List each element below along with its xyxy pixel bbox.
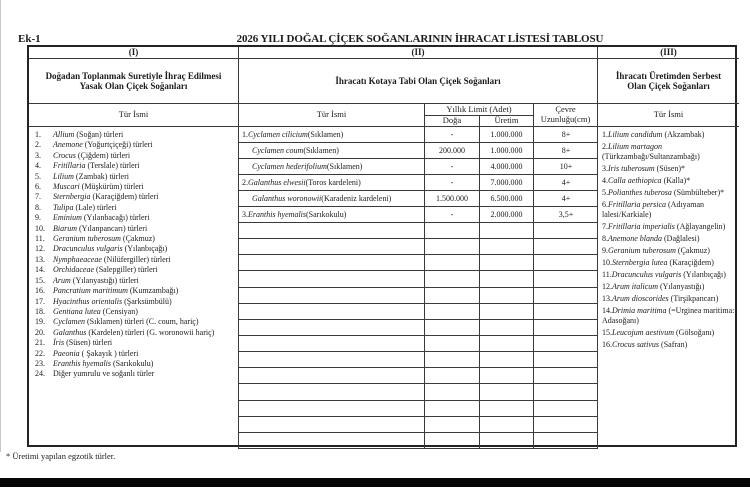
table-cell — [239, 368, 425, 383]
quota-species-colheader: Tür İsmi — [239, 104, 425, 127]
table-cell: 200.000 — [425, 143, 480, 158]
table-cell — [480, 336, 534, 351]
table-cell — [480, 320, 534, 335]
table-cell — [239, 417, 425, 432]
table-cell — [239, 401, 425, 416]
table-cell — [480, 352, 534, 367]
table-row — [239, 271, 598, 287]
list-item: 1. Allium (Soğan) türleri — [35, 130, 124, 139]
table-cell — [480, 401, 534, 416]
list-item: 13.Arum dioscorides (Tirşikpancarı) — [602, 294, 719, 303]
list-item: 7.Fritillaria imperialis (Ağlayangelin) — [602, 222, 726, 231]
list-item: 10. Biarum (Yılanpancarı) türleri — [35, 223, 148, 233]
table-cell — [425, 255, 480, 270]
table-row — [239, 207, 598, 223]
table-row — [239, 175, 598, 191]
table-cell: 2.000.000 — [480, 207, 534, 222]
list-item: 14.Drimia maritima (=Urginea maritima: Adasoğanı) — [602, 306, 735, 325]
list-item: 20. Galanthus (Kardelen) türleri (G. woronowii hariç) — [35, 327, 215, 337]
free-species-list — [598, 127, 739, 449]
scan-edge-line — [0, 0, 1, 452]
table-cell — [534, 368, 598, 383]
table-cell — [534, 384, 598, 399]
list-item: 11.Dracunculus vulgaris (Yılanbıçağı) — [602, 270, 726, 279]
table-cell — [425, 239, 480, 254]
quota-header: İhracatı Kotaya Tabi Olan Çiçek Soğanları — [239, 59, 598, 104]
production-colheader: Üretim — [480, 116, 534, 127]
export-table — [27, 45, 737, 447]
list-item: 2.Lilium martagon (Türkzambağı/Sultanzambağı) — [602, 142, 700, 161]
table-cell: 10+ — [559, 162, 573, 171]
list-item: 15.Leucojum aestivum (Gölsoğanı) — [602, 328, 715, 337]
list-item: 23. Eranthis hyemalis (Sarıkokulu) — [35, 358, 154, 368]
list-item: 6. Muscari (Müşkürüm) türleri — [35, 182, 144, 192]
table-cell: - — [425, 207, 480, 222]
table-row — [239, 223, 598, 239]
table-row — [239, 384, 598, 400]
list-item: 9. Eminium (Yılanbacağı) türleri — [35, 213, 150, 223]
table-cell: 1.000.000 — [480, 127, 534, 142]
table-cell — [480, 433, 534, 448]
table-row — [239, 288, 598, 304]
table-cell — [239, 223, 425, 238]
table-cell — [534, 336, 598, 351]
table-cell — [239, 384, 425, 399]
table-cell — [239, 239, 425, 254]
page-title: 2026 YILI DOĞAL ÇİÇEK SOĞANLARININ İHRACAT LİSTESİ TABLOSU — [236, 33, 604, 45]
table-cell: Galanthus woronowii (Karadeniz kardeleni) — [239, 191, 425, 206]
table-cell: 4+ — [561, 178, 571, 187]
table-cell — [480, 271, 534, 286]
table-cell — [239, 288, 425, 303]
table-cell: - — [425, 127, 480, 142]
table-cell — [239, 433, 425, 448]
nature-colheader: Doğa — [425, 116, 480, 127]
table-cell — [425, 288, 480, 303]
table-cell — [534, 433, 598, 448]
table-cell: 8+ — [561, 130, 571, 139]
list-item: 24. Diğer yumrulu ve soğanlı türler — [35, 369, 155, 379]
column-number-2: (II) — [239, 47, 598, 59]
table-cell — [534, 417, 598, 432]
list-item: 7. Sternbergia (Karaçiğdem) türleri — [35, 192, 159, 202]
table-cell: 4+ — [561, 194, 571, 203]
table-cell — [480, 384, 534, 399]
list-item: 14. Orchidaceae (Salepgiller) türleri — [35, 265, 158, 275]
column-number-3: (III) — [598, 47, 739, 59]
banned-species-list — [29, 127, 239, 449]
table-cell — [534, 401, 598, 416]
table-cell — [239, 320, 425, 335]
list-item: 3. Crocus (Çiğdem) türleri — [35, 150, 131, 160]
list-item: 4. Fritillaria (Terslale) türleri — [35, 161, 140, 171]
table-cell — [239, 271, 425, 286]
table-cell: 7.000.000 — [480, 175, 534, 190]
table-cell — [480, 304, 534, 319]
table-cell: 8+ — [561, 146, 571, 155]
table-cell — [239, 336, 425, 351]
table-row — [239, 239, 598, 255]
banned-header: Doğadan Toplanmak Suretiyle İhraç Edilmesi Yasak Olan Çiçek Soğanları — [29, 59, 239, 104]
table-cell — [239, 304, 425, 319]
table-cell — [425, 271, 480, 286]
list-item: 2. Anemone (Yoğurtçiçeği) türleri — [35, 140, 153, 150]
quota-rows-area — [239, 127, 598, 449]
table-cell — [425, 433, 480, 448]
list-item: 8.Anemone blanda (Dağlalesi) — [602, 234, 700, 243]
table-cell: 1. Cyclamen cilicium (Sıklamen) — [239, 127, 425, 142]
list-item: 11. Geranium tuberosum (Çakmuz) — [35, 234, 155, 244]
table-cell — [534, 255, 598, 270]
table-cell: - — [425, 175, 480, 190]
list-item: 16. Pancratium maritimum (Kumzambağı) — [35, 286, 179, 296]
table-cell — [425, 304, 480, 319]
table-cell — [480, 255, 534, 270]
list-item: 10.Sternbergia lutea (Karaçiğdem) — [602, 258, 714, 267]
table-row — [239, 352, 598, 368]
list-item: 21. İris (Süsen) türleri — [35, 338, 113, 348]
list-item: 6.Fritillaria persica (Adıyaman lalesi/Karkiale) — [602, 200, 704, 219]
table-row — [239, 191, 598, 207]
table-cell — [534, 320, 598, 335]
list-item: 12. Dracunculus vulgaris (Yılanbıçağı) — [35, 244, 168, 254]
table-row — [239, 127, 598, 143]
table-row — [239, 433, 598, 449]
list-item: 8. Tulipa (Lale) türleri — [35, 202, 117, 212]
list-item: 1.Lilium candidum (Akzambak) — [602, 130, 705, 139]
table-cell — [425, 352, 480, 367]
table-cell — [239, 352, 425, 367]
list-item: 9.Geranium tuberosum (Çakmuz) — [602, 246, 710, 255]
table-row — [239, 320, 598, 336]
table-row — [239, 401, 598, 417]
list-item: 4.Calla aethiopica (Kalla)* — [602, 176, 691, 185]
list-item: 19. Cyclamen (Sıklamen) türleri (C. coum, hariç) — [35, 317, 199, 327]
table-cell: 3. Eranthis hyemalis (Sarıkokulu) — [239, 207, 425, 222]
table-cell: Cyclamen hederifolium (Sıklamen) — [239, 159, 425, 174]
table-cell — [425, 336, 480, 351]
table-row — [239, 336, 598, 352]
table-cell — [425, 384, 480, 399]
table-cell — [534, 223, 598, 238]
banned-species-colheader: Tür İsmi — [29, 104, 239, 127]
table-cell — [480, 223, 534, 238]
table-cell — [425, 320, 480, 335]
table-row — [239, 159, 598, 175]
free-header: İhracatı Üretimden Serbest Olan Çiçek Soğanları — [598, 59, 739, 104]
table-cell: - — [425, 159, 480, 174]
list-item: 22. Paeonia ( Şakayık ) türleri — [35, 348, 139, 358]
annual-limit-colheader: Yıllık Limit (Adet) — [425, 104, 534, 116]
table-row — [239, 304, 598, 320]
table-row — [239, 255, 598, 271]
list-item: 18. Gentiana lutea (Censiyan) — [35, 306, 138, 316]
list-item: 5.Polianthes tuberosa (Sümbülteber)* — [602, 188, 725, 197]
table-cell — [425, 368, 480, 383]
table-cell — [425, 401, 480, 416]
table-cell — [480, 368, 534, 383]
table-row — [239, 417, 598, 433]
table-cell: 4.000.000 — [480, 159, 534, 174]
list-item: 15. Arum (Yılanyastığı) türleri — [35, 275, 139, 285]
list-item: 12.Arum italicum (Yılanyastığı) — [602, 282, 705, 291]
table-cell — [480, 288, 534, 303]
bottom-scan-bar — [0, 478, 750, 487]
table-cell — [534, 304, 598, 319]
table-row — [239, 368, 598, 384]
table-row — [239, 143, 598, 159]
list-item: 13. Nymphaeaceae (Nilüfergiller) türleri — [35, 254, 171, 264]
list-item: 16.Crocus sativus (Safran) — [602, 340, 688, 349]
table-cell — [480, 239, 534, 254]
table-cell: Cyclamen coum (Sıklamen) — [239, 143, 425, 158]
free-species-colheader: Tür İsmi — [598, 104, 739, 127]
circumference-colheader: Çevre Uzunluğu(cm) — [534, 104, 598, 127]
table-cell: 2. Galanthus elwesii (Toros kardeleni) — [239, 175, 425, 190]
table-cell — [425, 417, 480, 432]
table-cell — [425, 223, 480, 238]
table-cell — [534, 288, 598, 303]
table-cell — [534, 271, 598, 286]
attachment-label: Ek-1 — [18, 33, 41, 45]
list-item: 5. Lilium (Zambak) türleri — [35, 171, 129, 181]
column-number-1: (I) — [29, 47, 239, 59]
table-cell: 1.500.000 — [425, 191, 480, 206]
list-item: 3.Iris tuberosum (Süsen)* — [602, 164, 686, 173]
footnote: * Üretimi yapılan egzotik türler. — [6, 451, 116, 461]
table-cell: 3,5+ — [558, 210, 574, 219]
table-cell — [534, 352, 598, 367]
table-cell: 1.000.000 — [480, 143, 534, 158]
table-cell: 6.500.000 — [480, 191, 534, 206]
table-cell — [534, 239, 598, 254]
table-cell — [239, 255, 425, 270]
table-cell — [480, 417, 534, 432]
list-item: 17. Hyacinthus orientalis (Şarksümbülü) — [35, 296, 172, 306]
